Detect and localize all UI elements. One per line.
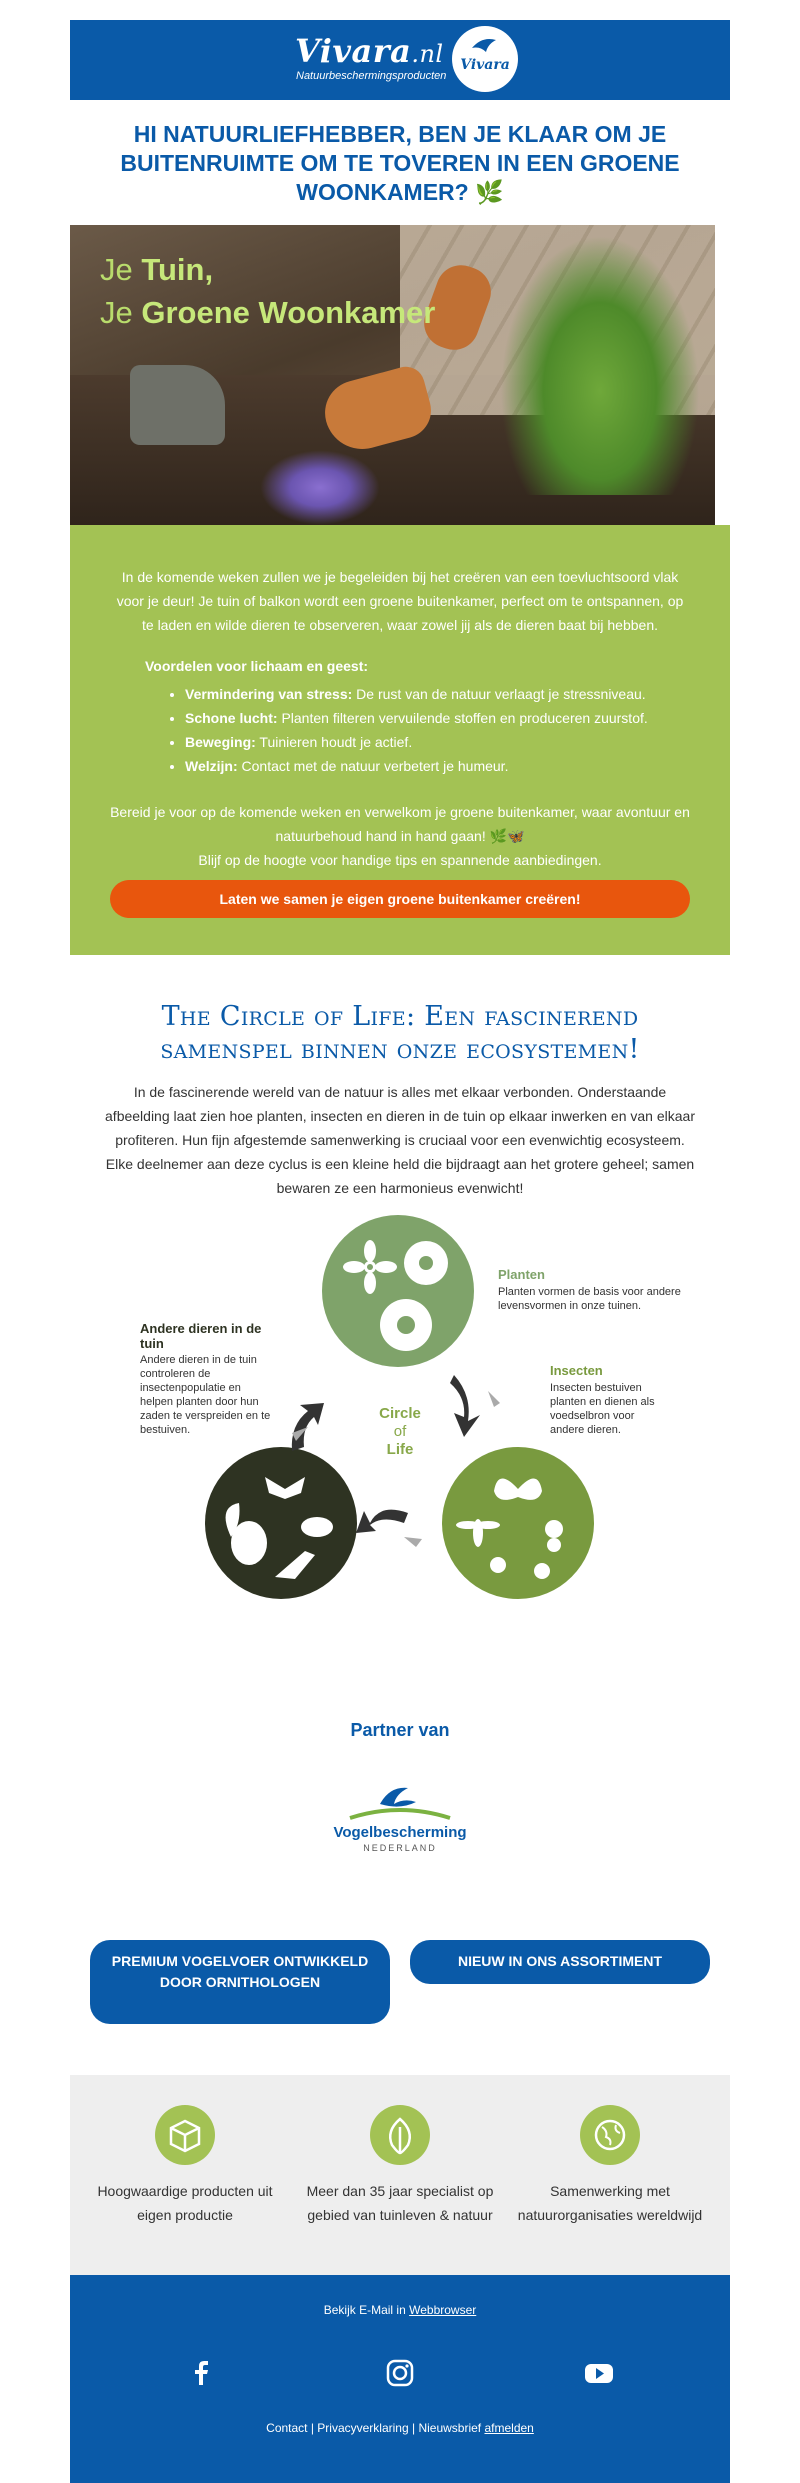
outro-line2: Blijf op de hoogte voor handige tips en spannende aanbiedingen. [198, 852, 602, 868]
leaf-icon-shape [370, 2105, 430, 2165]
legal-links [70, 2421, 730, 2435]
intro-section [70, 525, 730, 955]
hero-plant [500, 235, 700, 495]
insects-text: Insecten bestuiven planten en dienen als voedselbron voor andere dieren. [550, 1382, 655, 1436]
bird-icon [320, 1780, 480, 1820]
benefits-list [185, 682, 648, 778]
instagram-icon-shape [380, 2353, 420, 2393]
globe-icon [580, 2105, 640, 2165]
box-icon-shape [155, 2105, 215, 2165]
usp-item [85, 2105, 285, 2227]
hero-title-line2 [100, 295, 435, 331]
facebook-icon-shape [181, 2353, 221, 2393]
benefit-item [185, 730, 648, 754]
instagram-icon[interactable] [380, 2353, 420, 2393]
plants-title: Planten [498, 1267, 545, 1282]
arrow-icon [488, 1391, 500, 1407]
hero-boot [130, 365, 225, 445]
arrow-icon [404, 1537, 422, 1547]
benefit-title: Vermindering van stress: [185, 686, 353, 702]
usp-item [510, 2105, 710, 2227]
partner-title: Partner van [350, 1720, 450, 1740]
intro-text: In de komende weken zullen we je begeleiden bij het creëren van een toevluchtsoord vlak voor je deur! Je tuin of balkon wordt een groene buitenkamer, perfect om te ontspannen, op te laden en wilde dieren te observeren, waar zowel jij als de dieren baat bij hebben. [116, 569, 684, 633]
cycle-arrows [70, 1215, 730, 1665]
center-word-2: of [393, 1423, 407, 1440]
benefit-item [185, 706, 648, 730]
arrow-icon [292, 1403, 324, 1451]
center-word-3: Life [386, 1441, 414, 1458]
youtube-icon-shape [579, 2353, 619, 2393]
circle-of-life-diagram [70, 1215, 730, 1665]
hero-line1-bold: Tuin, [141, 252, 214, 287]
headline: HI NATUURLIEFHEBBER, BEN JE KLAAR OM JE BUITENRUIMTE OM TE TOVEREN IN EEN GROENE WOONKAMER? 🌿 [120, 121, 680, 205]
new-products-button[interactable]: NIEUW IN ONS ASSORTIMENT [410, 1940, 710, 1984]
animals-title: Andere dieren in de tuin [140, 1321, 262, 1351]
insects-title: Insecten [550, 1363, 603, 1378]
premium-birdfood-button[interactable]: PREMIUM VOGELVOER ONTWIKKELD DOOR ORNITHOLOGEN [90, 1940, 390, 2024]
hero-line1-prefix: Je [100, 252, 142, 287]
box-icon [155, 2105, 215, 2165]
benefit-text: Tuinieren houdt je actief. [255, 734, 413, 750]
animals-text: Andere dieren in de tuin controleren de insectenpopulatie en helpen planten door hun zaden te verspreiden en te bestuiven. [140, 1354, 271, 1436]
usp-text: Samenwerking met natuurorganisaties wereldwijd [517, 2183, 703, 2223]
badge-text: Vivara [460, 57, 510, 73]
arrow-icon [450, 1375, 480, 1437]
create-green-room-button[interactable]: Laten we samen je eigen groene buitenkamer creëren! [110, 880, 690, 918]
hero-line2-bold: Groene Woonkamer [141, 295, 436, 330]
logo-badge [452, 26, 518, 92]
benefit-title: Schone lucht: [185, 710, 278, 726]
outro-text [100, 800, 700, 872]
leaf-icon [370, 2105, 430, 2165]
partner-sub: NEDERLAND [363, 1843, 437, 1853]
view-in-browser [70, 2303, 730, 2317]
benefit-item [185, 682, 648, 706]
center-word-1: Circle [379, 1405, 421, 1422]
usp-text: Hoogwaardige producten uit eigen productie [97, 2183, 273, 2223]
header-bar [70, 20, 730, 100]
arrow-icon [356, 1510, 408, 1533]
benefit-title: Welzijn: [185, 758, 238, 774]
webbrowser-link[interactable]: Webbrowser [409, 2303, 477, 2317]
hero-title-line1 [100, 252, 213, 288]
partner-name: Vogelbescherming [333, 1824, 467, 1841]
logo-main: Vivara [295, 32, 412, 70]
circle-of-life-title: The Circle of Life: Een fascinerend samenspel binnen onze ecosystemen! [160, 1001, 640, 1065]
hero-image[interactable] [70, 225, 715, 525]
circle-of-life-text: In de fascinerende wereld van de natuur is alles met elkaar verbonden. Onderstaande afbeelding laat zien hoe planten, insecten en dieren in de tuin op elkaar inwerken en van elkaar profiteren. Hun fijn afgestemde samenwerking is cruciaal voor een evenwichtig ecosysteem. Elke deelnemer aan deze cyclus is een kleine held die bijdraagt aan het grotere geheel; samen bewaren ze een harmonieus evenwicht! [105, 1084, 695, 1196]
usp-text: Meer dan 35 jaar specialist op gebied van tuinleven & natuur [306, 2183, 494, 2223]
usp-item [300, 2105, 500, 2227]
benefit-text: Planten filteren vervuilende stoffen en produceren zuurstof. [277, 710, 648, 726]
logo-subtitle: Natuurbeschermingsproducten [296, 70, 447, 82]
benefit-text: Contact met de natuur verbetert je humeur. [237, 758, 509, 774]
logo-ext: .nl [411, 40, 444, 68]
benefit-title: Beweging: [185, 734, 256, 750]
benefits-title: Voordelen voor lichaam en geest: [145, 658, 369, 674]
footer [70, 2275, 730, 2483]
plants-text: Planten vormen de basis voor andere levensvormen in onze tuinen. [498, 1286, 681, 1312]
benefit-text: De rust van de natuur verlaagt je stressniveau. [352, 686, 646, 702]
outro-line1: Bereid je voor op de komende weken en verwelkom je groene buitenkamer, waar avontuur en natuurbehoud hand in hand gaan! 🌿🦋 [110, 804, 690, 844]
vogelbescherming-logo[interactable] [320, 1780, 480, 1860]
logo[interactable] [295, 32, 444, 70]
youtube-icon[interactable] [579, 2353, 619, 2393]
unsubscribe-link[interactable]: afmelden [484, 2421, 534, 2435]
browser-prefix: Bekijk E-Mail in [323, 2303, 410, 2317]
facebook-icon[interactable] [181, 2353, 221, 2393]
legal-prefix: Contact | Privacyverklaring | Nieuwsbrief [266, 2421, 485, 2435]
globe-icon-shape [580, 2105, 640, 2165]
usp-section [70, 2075, 730, 2275]
benefit-item [185, 754, 648, 778]
hero-line2-prefix: Je [100, 295, 142, 330]
hero-lavender [260, 450, 380, 525]
